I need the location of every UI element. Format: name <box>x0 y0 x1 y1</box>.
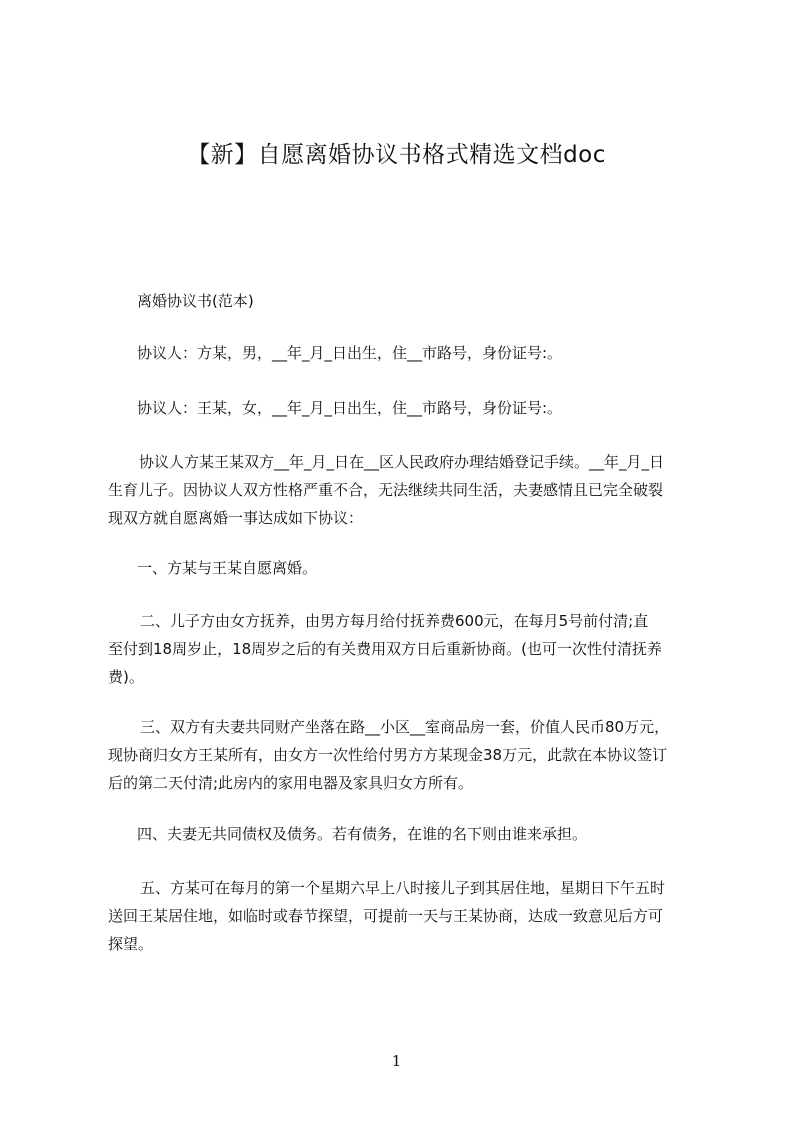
clause-1: 一、方某与王某自愿离婚。 <box>137 559 318 577</box>
clause-5-line: 探望。 <box>108 935 154 953</box>
agreement-heading: 离婚协议书(范本) <box>137 292 254 310</box>
party-two-info: 协议人：王某，女，__年_月_日出生，住__市路号，身份证号:。 <box>137 399 563 417</box>
document-title: 【新】自愿离婚协议书格式精选文档doc <box>187 142 606 168</box>
intro-line: 协议人方某王某双方__年_月_日在__区人民政府办理结婚登记手续。__年_月_日 <box>139 453 665 471</box>
intro-paragraph <box>108 448 708 532</box>
intro-line: 现双方就自愿离婚一事达成如下协议： <box>108 509 364 527</box>
clause-3 <box>108 713 700 797</box>
clause-3-line: 现协商归女方王某所有，由女方一次性给付男方方某现金38万元，此款在本协议签订 <box>108 746 668 764</box>
page-number: 1 <box>391 1052 402 1070</box>
clause-2-line: 二、儿子方由女方抚养，由男方每月给付抚养费600元，在每月5号前付清;直 <box>140 612 649 630</box>
clause-5-line: 送回王某居住地，如临时或春节探望，可提前一天与王某协商，达成一致意见后方可 <box>108 907 664 925</box>
clause-2-line: 费)。 <box>108 668 144 686</box>
clause-3-line: 后的第二天付清;此房内的家用电器及家具归女方所有。 <box>108 774 474 792</box>
clause-5-line: 五、方某可在每月的第一个星期六早上八时接儿子到其居住地，星期日下午五时 <box>140 879 666 897</box>
clause-3-line: 三、双方有夫妻共同财产坐落在路__小区__室商品房一套，价值人民币80万元， <box>140 718 670 736</box>
clause-4: 四、夫妻无共同债权及债务。若有债务，在谁的名下则由谁来承担。 <box>137 825 588 843</box>
party-one-info: 协议人：方某，男，__年_月_日出生，住__市路号，身份证号:。 <box>137 344 563 362</box>
clause-2 <box>108 607 701 691</box>
clause-5 <box>108 874 708 958</box>
intro-line: 生育儿子。因协议人双方性格严重不合，无法继续共同生活，夫妻感情且已完全破裂 <box>108 481 664 499</box>
clause-2-line: 至付到18周岁止，18周岁之后的有关费用双方日后重新协商。(也可一次性付清抚养 <box>108 640 663 658</box>
